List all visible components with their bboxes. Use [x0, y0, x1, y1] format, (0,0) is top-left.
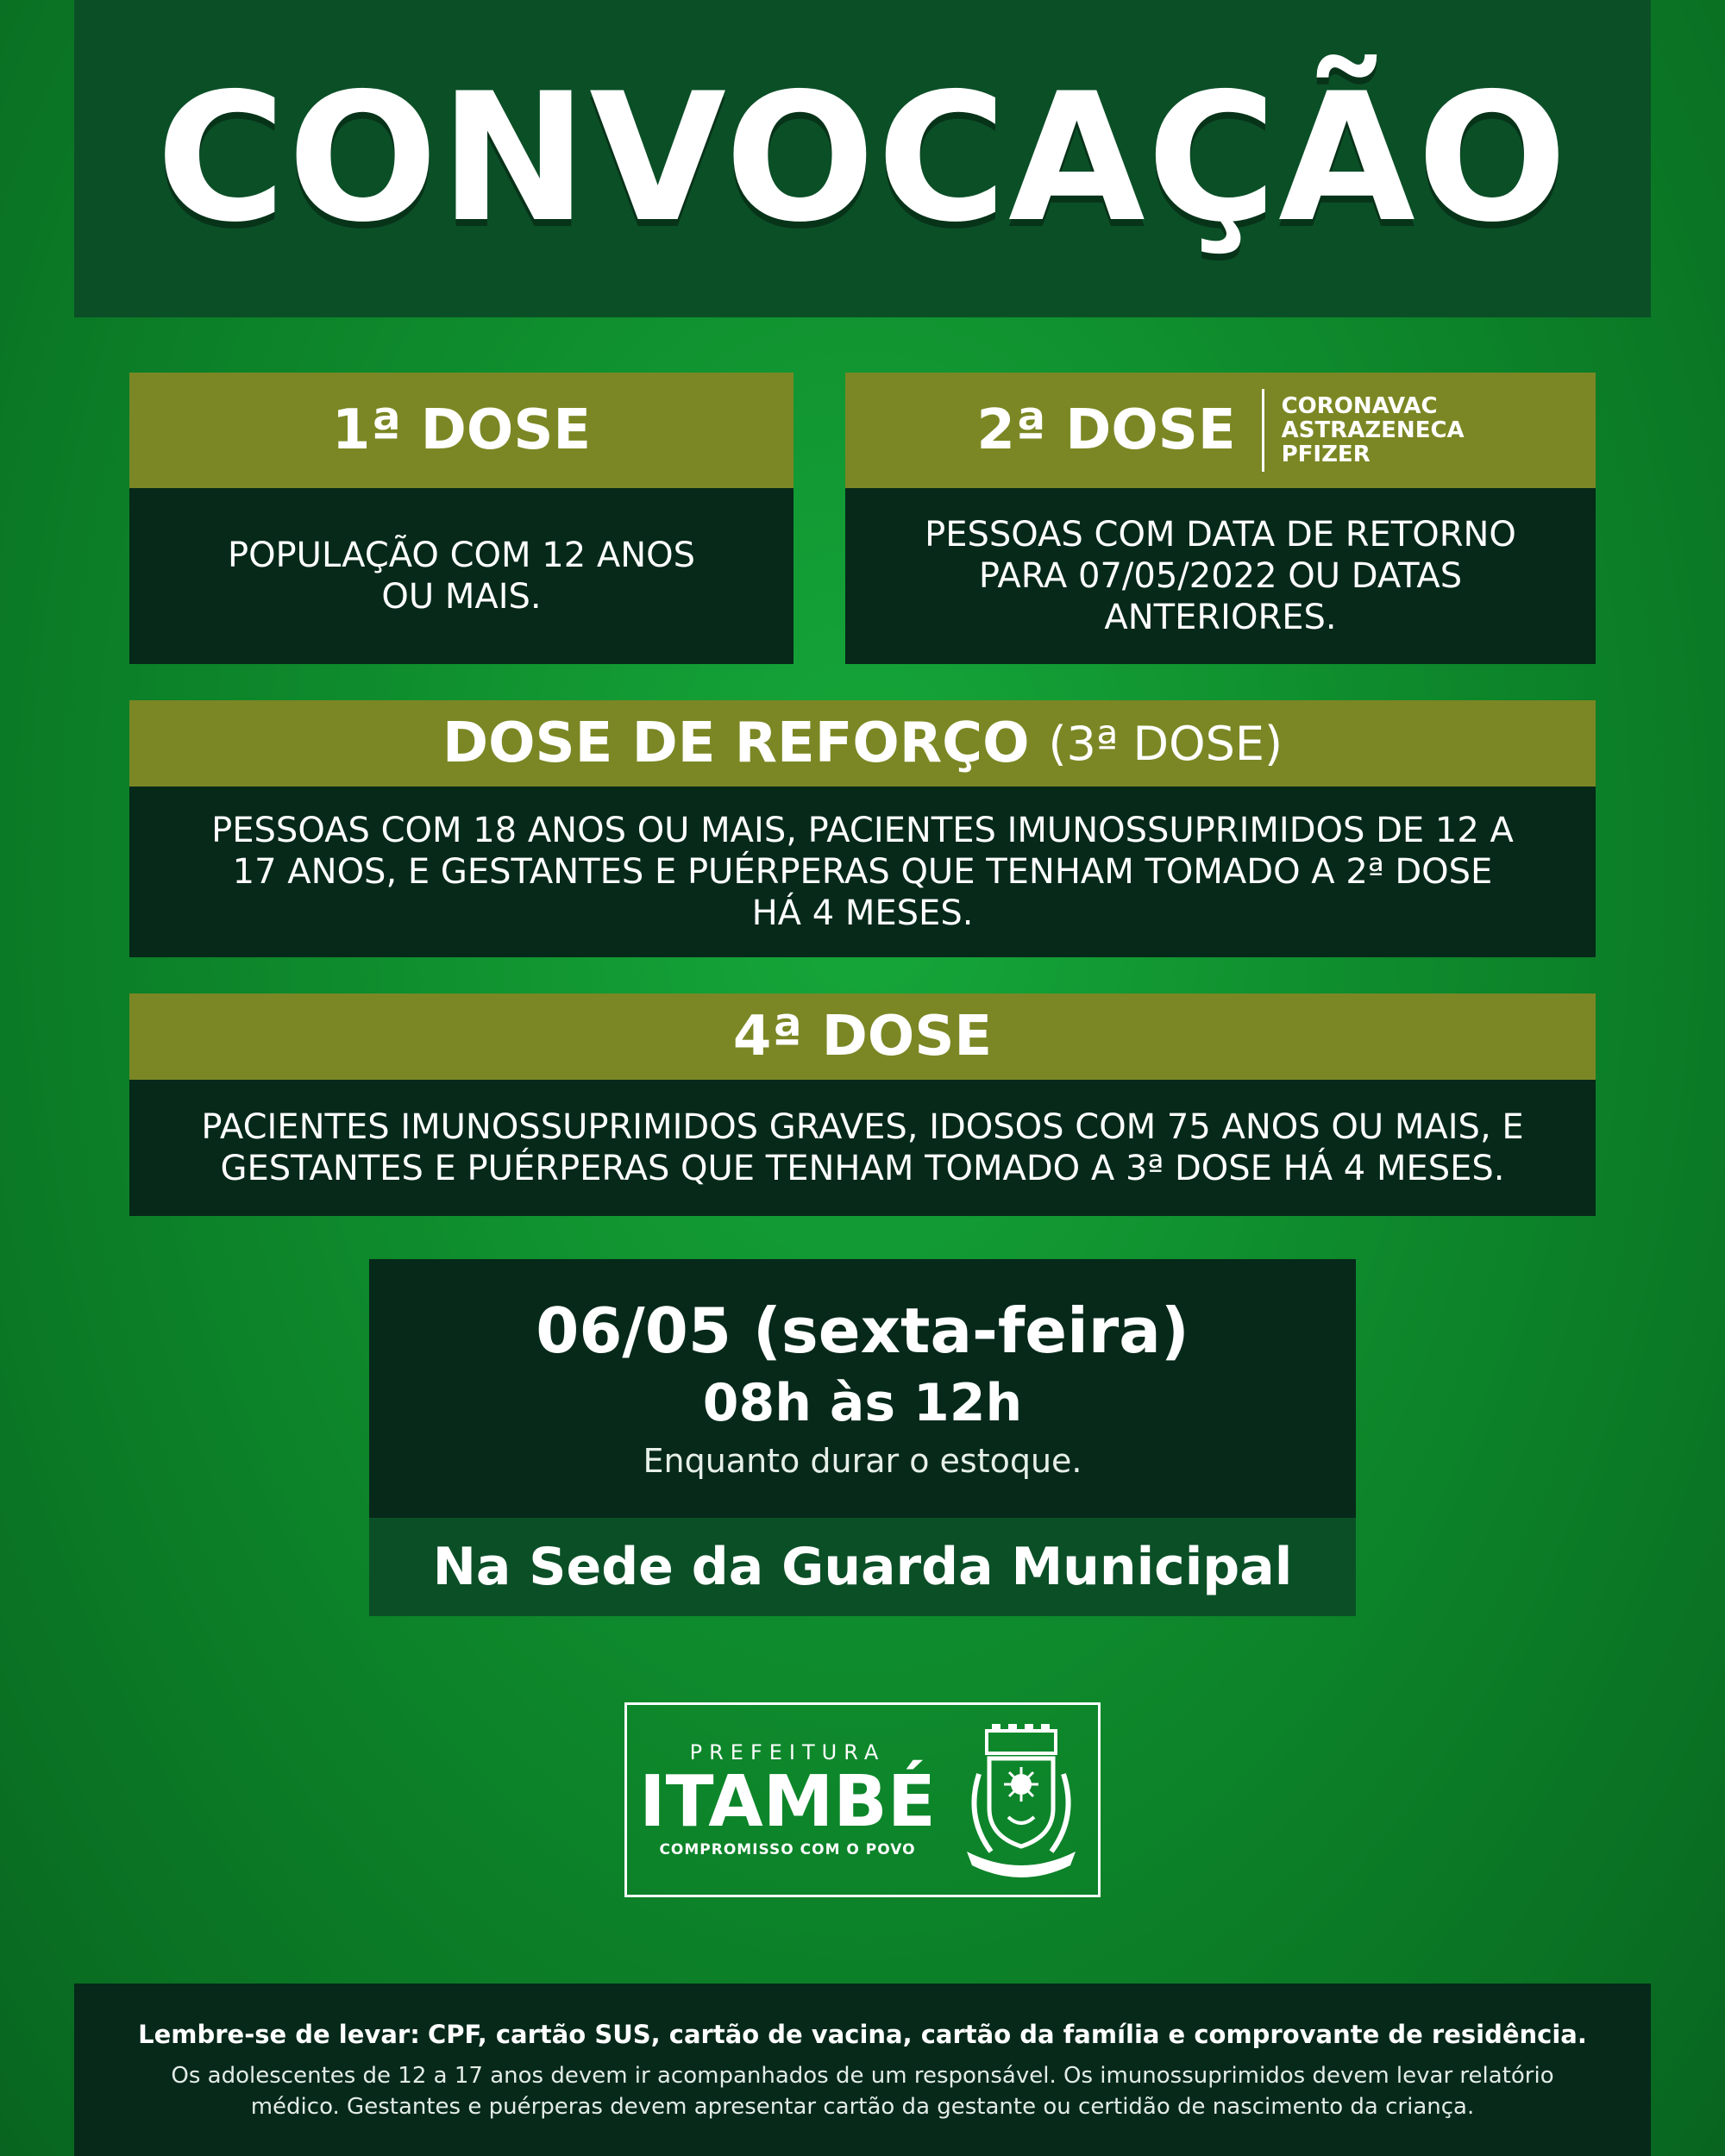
footer-reminder [138, 2017, 1587, 2052]
dose2-text: PESSOAS COM DATA DE RETORNO PARA 07/05/2022 OU DATAS ANTERIORES. [925, 515, 1516, 637]
venue-box [369, 1518, 1356, 1616]
schedule-date: 06/05 (sexta-feira) [536, 1294, 1189, 1367]
dose1-header [129, 373, 794, 488]
reminder-label: Lembre-se de levar: [138, 2020, 420, 2049]
logo-name: ITAMBÉ [639, 1761, 936, 1843]
schedule-time: 08h às 12h [702, 1373, 1023, 1433]
vaccine-list [1282, 394, 1465, 467]
logo-prefix: PREFEITURA [689, 1740, 886, 1764]
footer [74, 1984, 1651, 2156]
dose2-heading: 2ª DOSE [976, 398, 1236, 462]
schedule-note: Enquanto durar o estoque. [643, 1442, 1082, 1480]
divider [1262, 389, 1264, 472]
dose1-body [129, 488, 794, 664]
dose2-header [845, 373, 1596, 488]
vaccine-name: PFIZER [1281, 442, 1371, 467]
dose4-body [129, 1080, 1596, 1216]
footer-note: Os adolescentes de 12 a 17 anos devem ir acompanhados de um responsável. Os imunossuprimidos devem levar relatório médico. Gestantes e puérperas devem apresentar cartão da gestante ou certidão de nascimento da criança. [171, 2063, 1554, 2120]
title-banner [74, 0, 1651, 317]
venue-text: Na Sede da Guarda Municipal [432, 1537, 1293, 1597]
dose1-text: POPULAÇÃO COM 12 ANOS OU MAIS. [227, 536, 696, 617]
schedule-box [369, 1259, 1356, 1518]
dose1-heading: 1ª DOSE [331, 398, 592, 462]
reminder-text: CPF, cartão SUS, cartão de vacina, cartão da família e comprovante de residência. [428, 2020, 1587, 2049]
vaccine-name: ASTRAZENECA [1281, 417, 1465, 443]
booster-heading: DOSE DE REFORÇO [442, 711, 1030, 775]
prefeitura-logo [624, 1702, 1101, 1897]
logo-slogan: COMPROMISSO COM O POVO [659, 1841, 916, 1858]
dose4-text: PACIENTES IMUNOSSUPRIMIDOS GRAVES, IDOSOS COM 75 ANOS OU MAIS, E GESTANTES E PUÉRPERAS QUE TENHAM TOMADO A 3ª DOSE HÁ 4 MESES. [201, 1107, 1524, 1188]
logo-wordmark [639, 1739, 936, 1860]
dose4-header [129, 993, 1596, 1080]
booster-heading-suffix: (3ª DOSE) [1048, 716, 1283, 771]
vaccine-name: CORONAVAC [1281, 393, 1438, 419]
booster-header [129, 700, 1596, 787]
city-coat-of-arms-icon [957, 1722, 1086, 1877]
page-title: CONVOCAÇÃO [155, 56, 1570, 261]
booster-body [129, 787, 1596, 957]
dose2-body [845, 488, 1596, 664]
booster-text: PESSOAS COM 18 ANOS OU MAIS, PACIENTES IMUNOSSUPRIMIDOS DE 12 A 17 ANOS, E GESTANTES E PUÉRPERAS QUE TENHAM TOMADO A 2ª DOSE HÁ 4 MESES. [211, 811, 1514, 933]
dose4-heading: 4ª DOSE [732, 1005, 993, 1069]
